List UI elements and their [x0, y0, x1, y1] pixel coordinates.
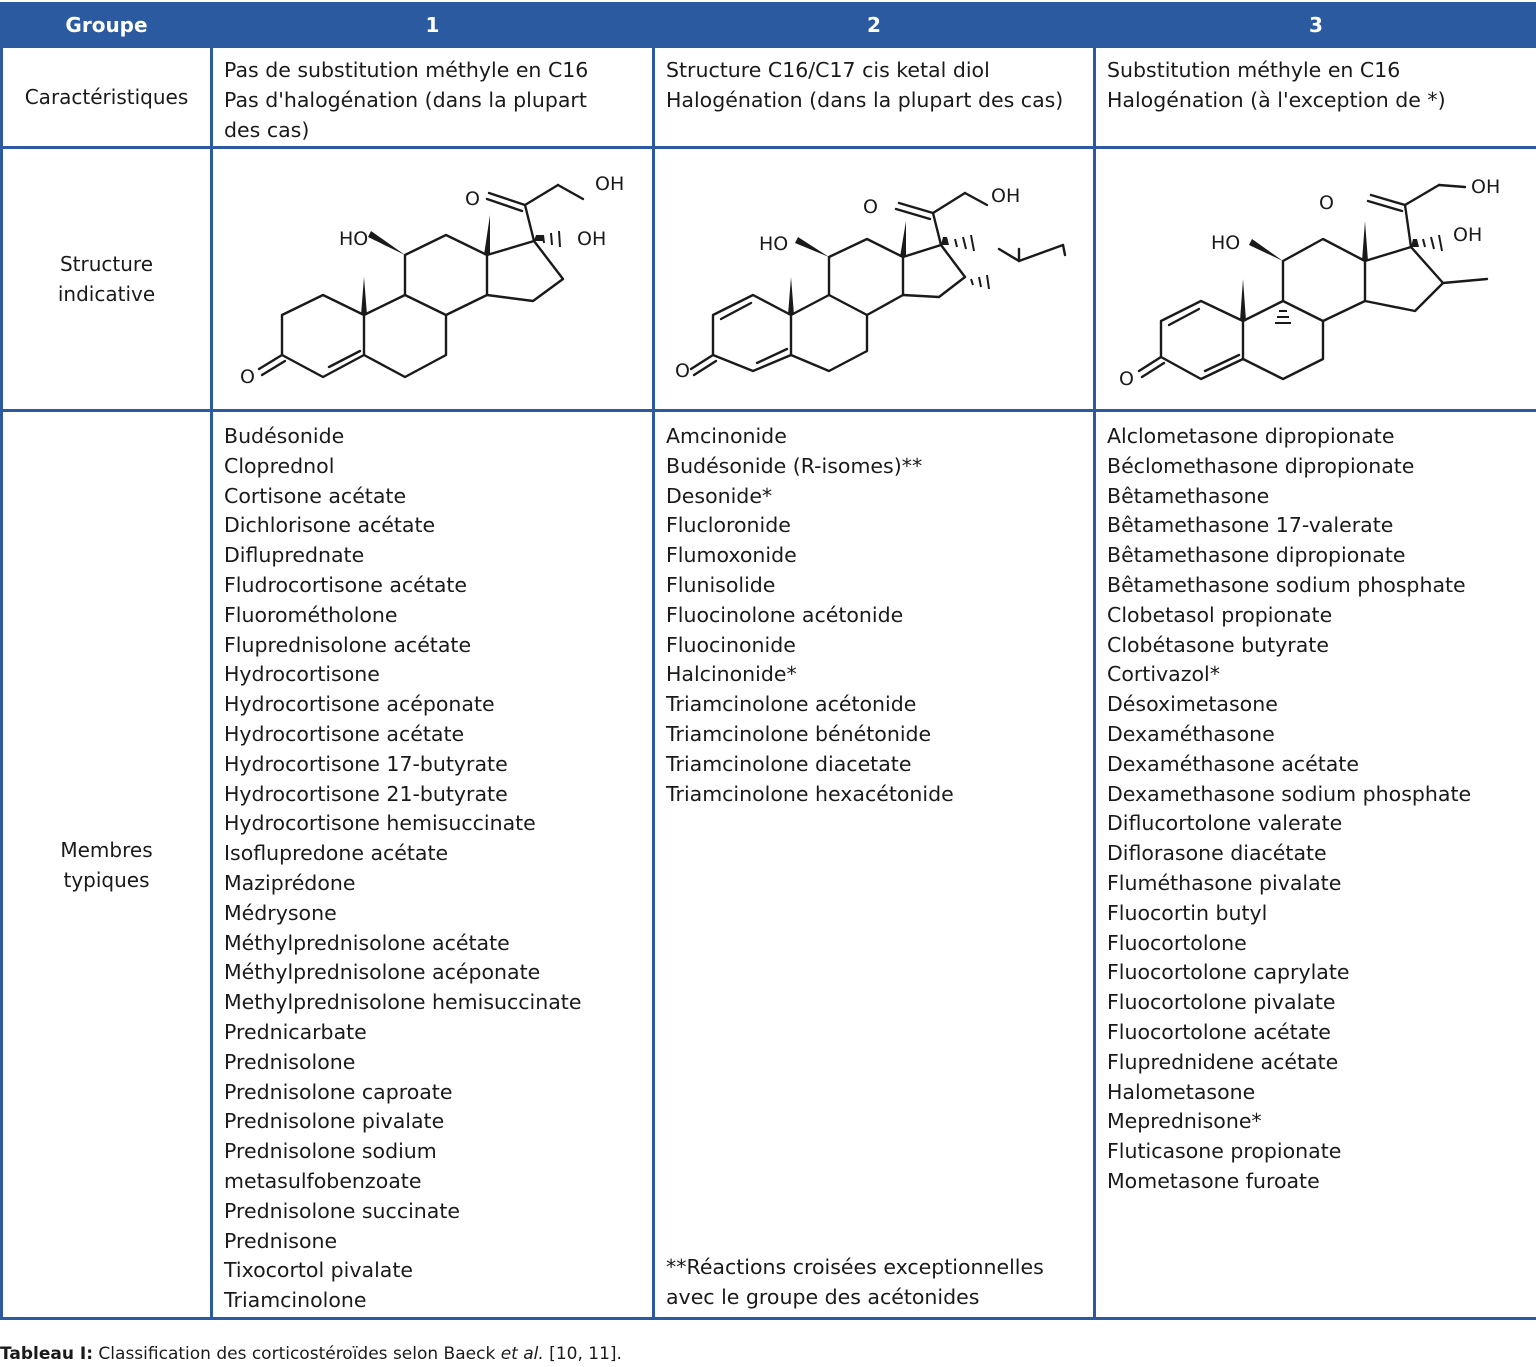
member-item: Dexaméthasone — [1107, 721, 1275, 746]
members-g1 — [212, 411, 654, 1319]
member-item: Triamcinolone diacetate — [666, 751, 912, 776]
member-item: Desonide* — [666, 483, 773, 508]
member-item: Meprednisone* — [1107, 1109, 1262, 1134]
member-item: Prednisolone caproate — [224, 1079, 453, 1104]
members-g3 — [1095, 411, 1536, 1319]
member-item: Methylprednisolone hemisuccinate — [224, 990, 582, 1015]
structure-g1 — [212, 148, 654, 411]
member-item: Clobétasone butyrate — [1107, 632, 1329, 657]
members-list-g1 — [213, 412, 652, 1316]
table-caption — [0, 1344, 622, 1364]
member-item: Fluocinolone acétonide — [666, 602, 904, 627]
member-item: Fluticasone propionate — [1107, 1139, 1342, 1164]
member-item: Fludrocortisone acétate — [224, 572, 468, 597]
member-item: Budésonide — [224, 424, 345, 448]
steroid-structure-g2 — [655, 149, 1090, 407]
label-o: O — [240, 366, 255, 388]
member-item: Fluméthasone pivalate — [1107, 870, 1342, 895]
member-item: Dexamethasone sodium phosphate — [1107, 781, 1472, 806]
member-item: Hydrocortisone acétate — [224, 721, 465, 746]
label-ho: HO — [759, 233, 789, 255]
row-label-line: typiques — [63, 867, 150, 892]
member-item: Fluocortolone — [1107, 930, 1247, 955]
member-item: Prednisone — [224, 1228, 338, 1253]
member-item: Prednisolone succinate — [224, 1198, 460, 1223]
structure-row — [2, 148, 1536, 411]
members-list-g3 — [1096, 412, 1536, 1197]
member-item: Mometasone furoate — [1107, 1168, 1320, 1193]
row-label-line: Structure — [59, 252, 154, 276]
member-item: Difluprednate — [224, 543, 365, 568]
label-o: O — [863, 196, 878, 218]
label-o: O — [1319, 192, 1334, 214]
member-item: Hydrocortisone 17-butyrate — [224, 751, 508, 776]
member-item: Fluorométholone — [224, 602, 398, 627]
member-item: Bêtamethasone — [1107, 483, 1270, 508]
caption-ref: [10, 11]. — [543, 1344, 622, 1364]
member-item: Halcinonide* — [666, 662, 797, 687]
member-item: Fluocortin butyl — [1107, 900, 1268, 925]
header-group-2: 2 — [654, 4, 1095, 47]
member-item: Médrysone — [224, 900, 337, 925]
member-item: Triamcinolone hexacétonide — [666, 781, 954, 806]
member-item: Dichlorisone acétate — [224, 513, 436, 538]
label-o: O — [675, 360, 690, 382]
member-item: Fluocortolone caprylate — [1107, 960, 1350, 985]
member-item: Tixocortol pivalate — [224, 1258, 413, 1283]
structure-g2 — [654, 148, 1095, 411]
row-label-members — [2, 411, 212, 1319]
member-item: Clobetasol propionate — [1107, 602, 1333, 627]
member-item: Méthylprednisolone acétate — [224, 930, 510, 955]
member-item: Alclometasone dipropionate — [1107, 424, 1395, 448]
characteristic-line: Pas d'halogénation (dans la plupart — [224, 87, 587, 112]
caption-text: Classification des corticostéroïdes selon Baeck — [93, 1344, 501, 1364]
member-item: Béclomethasone dipropionate — [1107, 453, 1415, 478]
member-item: Halometasone — [1107, 1079, 1256, 1104]
member-item: Bêtamethasone 17-valerate — [1107, 513, 1394, 538]
member-item: Prednisolone sodium — [224, 1139, 437, 1164]
label-o: O — [465, 188, 480, 210]
footnote-line: avec le groupe des acétonides — [666, 1285, 980, 1310]
member-item: Budésonide (R-isomes)** — [666, 453, 923, 478]
characteristic-line: Structure C16/C17 cis ketal diol — [666, 58, 990, 82]
member-item: Triamcinolone bénétonide — [666, 721, 932, 746]
label-o: O — [1119, 368, 1134, 390]
row-label-line: indicative — [57, 282, 156, 306]
label-oh: OH — [991, 185, 1021, 207]
member-item: Fluocinonide — [666, 632, 796, 657]
footnote-line: **Réactions croisées exceptionnelles — [666, 1255, 1044, 1280]
member-item: Diflucortolone valerate — [1107, 811, 1343, 836]
header-row — [2, 4, 1536, 47]
characteristics-row — [2, 47, 1536, 148]
structure-g3 — [1095, 148, 1536, 411]
member-item: Hydrocortisone 21-butyrate — [224, 781, 508, 806]
label-oh: OH — [595, 173, 625, 195]
member-item: Cortivazol* — [1107, 662, 1220, 687]
members-list-g2 — [655, 412, 1093, 809]
characteristic-line: Halogénation (à l'exception de *) — [1107, 87, 1446, 112]
member-item: Prednicarbate — [224, 1019, 367, 1044]
member-item: Triamcinolone acétonide — [666, 692, 917, 717]
members-row — [2, 411, 1536, 1319]
row-label-characteristics: Caractéristiques — [2, 47, 212, 148]
member-item: Diflorasone diacétate — [1107, 841, 1327, 866]
header-group-label: Groupe — [2, 4, 212, 47]
member-item: Fluprednisolone acétate — [224, 632, 472, 657]
row-label-structure — [2, 148, 212, 411]
caption-label: Tableau I: — [0, 1344, 94, 1364]
member-item: Bêtamethasone sodium phosphate — [1107, 572, 1466, 597]
label-oh: OH — [1453, 224, 1483, 246]
member-item: Flucloronide — [666, 513, 791, 538]
member-item: Hydrocortisone hemisuccinate — [224, 811, 536, 836]
member-item: Fluocortolone acétate — [1107, 1019, 1331, 1044]
characteristics-g2 — [654, 47, 1095, 148]
characteristic-line: Pas de substitution méthyle en C16 — [224, 58, 589, 82]
characteristics-g3 — [1095, 47, 1536, 148]
member-item: Flunisolide — [666, 572, 776, 597]
row-label-line: Membres — [60, 837, 153, 862]
member-item: Désoximetasone — [1107, 692, 1278, 717]
steroid-structure-g1 — [213, 149, 649, 407]
label-ho: HO — [339, 228, 369, 250]
characteristic-line: des cas) — [224, 117, 310, 142]
member-item: Bêtamethasone dipropionate — [1107, 543, 1406, 568]
member-item: metasulfobenzoate — [224, 1168, 422, 1193]
characteristic-line: Halogénation (dans la plupart des cas) — [666, 87, 1064, 112]
member-item: Méthylprednisolone acéponate — [224, 960, 541, 985]
member-item: Prednisolone — [224, 1049, 356, 1074]
member-item: Hydrocortisone — [224, 662, 380, 687]
label-ho: HO — [1211, 232, 1241, 254]
classification-table — [0, 2, 1536, 1320]
member-item: Cortisone acétate — [224, 483, 407, 508]
label-oh: OH — [577, 228, 607, 250]
member-item: Triamcinolone — [224, 1288, 367, 1313]
member-item: Fluocortolone pivalate — [1107, 990, 1336, 1015]
member-item: Hydrocortisone acéponate — [224, 692, 495, 717]
footnote-g2 — [666, 1253, 1044, 1313]
caption-italic: et al. — [500, 1344, 544, 1364]
members-g2 — [654, 411, 1095, 1319]
member-item: Cloprednol — [224, 453, 335, 478]
member-item: Fluprednidene acétate — [1107, 1049, 1339, 1074]
member-item: Flumoxonide — [666, 543, 797, 568]
characteristic-line: Substitution méthyle en C16 — [1107, 58, 1401, 82]
member-item: Maziprédone — [224, 870, 356, 895]
member-item: Dexaméthasone acétate — [1107, 751, 1359, 776]
steroid-structure-g3 — [1096, 149, 1533, 407]
label-oh: OH — [1471, 176, 1501, 198]
header-group-1: 1 — [212, 4, 654, 47]
characteristics-g1 — [212, 47, 654, 148]
header-group-3: 3 — [1095, 4, 1536, 47]
member-item: Isoflupredone acétate — [224, 841, 449, 866]
member-item: Prednisolone pivalate — [224, 1109, 445, 1134]
member-item: Amcinonide — [666, 424, 787, 448]
